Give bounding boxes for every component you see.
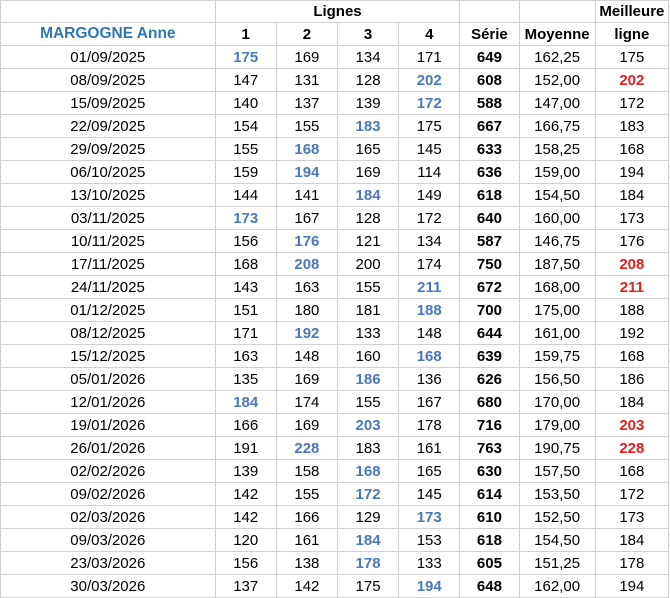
game-score-cell[interactable]: 202	[399, 69, 460, 92]
table-row	[1, 483, 669, 506]
game-score-cell[interactable]: 184	[337, 529, 398, 552]
game-score-cell[interactable]: 169	[276, 46, 337, 69]
date-cell[interactable]: 08/12/2025	[1, 322, 216, 345]
game-score-cell[interactable]: 139	[337, 92, 398, 115]
game-score-cell[interactable]: 168	[215, 253, 276, 276]
meilleure-header-line1[interactable]: Meilleure	[595, 1, 668, 23]
moyenne-cell[interactable]: 158,25	[519, 138, 595, 161]
game-score-cell[interactable]: 172	[399, 207, 460, 230]
table-row	[1, 552, 669, 575]
best-line-cell[interactable]: 172	[595, 483, 668, 506]
best-line-cell[interactable]: 202	[595, 69, 668, 92]
date-cell[interactable]: 19/01/2026	[1, 414, 216, 437]
game-score-cell[interactable]: 129	[337, 506, 398, 529]
game-score-cell[interactable]: 139	[215, 460, 276, 483]
game-score-cell[interactable]: 155	[276, 115, 337, 138]
table-row	[1, 92, 669, 115]
best-line-cell[interactable]: 178	[595, 552, 668, 575]
moyenne-cell[interactable]: 162,25	[519, 46, 595, 69]
serie-cell[interactable]: 716	[460, 414, 519, 437]
moyenne-cell[interactable]: 166,75	[519, 115, 595, 138]
game-score-cell[interactable]: 176	[276, 230, 337, 253]
game-score-cell[interactable]: 167	[276, 207, 337, 230]
table-row	[1, 437, 669, 460]
moyenne-cell[interactable]: 161,00	[519, 322, 595, 345]
game-score-cell[interactable]: 174	[399, 253, 460, 276]
serie-cell[interactable]: 644	[460, 322, 519, 345]
game-score-cell[interactable]: 191	[215, 437, 276, 460]
moyenne-cell[interactable]: 175,00	[519, 299, 595, 322]
game-score-cell[interactable]: 148	[399, 322, 460, 345]
table-row	[1, 138, 669, 161]
game-score-cell[interactable]: 133	[337, 322, 398, 345]
date-cell[interactable]: 15/12/2025	[1, 345, 216, 368]
date-cell[interactable]: 26/01/2026	[1, 437, 216, 460]
game-score-cell[interactable]: 145	[399, 483, 460, 506]
game-score-cell[interactable]: 136	[399, 368, 460, 391]
game-score-cell[interactable]: 140	[215, 92, 276, 115]
date-cell[interactable]: 10/11/2025	[1, 230, 216, 253]
moyenne-cell[interactable]: 152,50	[519, 506, 595, 529]
table-row	[1, 460, 669, 483]
best-line-cell[interactable]: 184	[595, 391, 668, 414]
serie-cell[interactable]: 636	[460, 161, 519, 184]
date-cell[interactable]: 03/11/2025	[1, 207, 216, 230]
game-score-cell[interactable]: 155	[276, 483, 337, 506]
table-row	[1, 322, 669, 345]
moyenne-cell[interactable]: 154,50	[519, 529, 595, 552]
game-score-cell[interactable]: 166	[215, 414, 276, 437]
date-cell[interactable]: 17/11/2025	[1, 253, 216, 276]
serie-header[interactable]: Série	[460, 23, 519, 46]
table-row	[1, 184, 669, 207]
serie-cell[interactable]: 680	[460, 391, 519, 414]
best-line-cell[interactable]: 194	[595, 161, 668, 184]
date-cell[interactable]: 01/09/2025	[1, 46, 216, 69]
best-line-cell[interactable]: 183	[595, 115, 668, 138]
game-score-cell[interactable]: 208	[276, 253, 337, 276]
serie-cell[interactable]: 667	[460, 115, 519, 138]
serie-cell[interactable]: 672	[460, 276, 519, 299]
game-score-cell[interactable]: 172	[399, 92, 460, 115]
game-score-cell[interactable]: 128	[337, 207, 398, 230]
best-line-cell[interactable]: 168	[595, 460, 668, 483]
table-row	[1, 230, 669, 253]
game-score-cell[interactable]: 144	[215, 184, 276, 207]
serie-cell[interactable]: 639	[460, 345, 519, 368]
game-score-cell[interactable]: 160	[337, 345, 398, 368]
game-score-cell[interactable]: 228	[276, 437, 337, 460]
table-row	[1, 115, 669, 138]
header-empty-cell[interactable]	[1, 1, 216, 23]
game-score-cell[interactable]: 181	[337, 299, 398, 322]
date-cell[interactable]: 09/02/2026	[1, 483, 216, 506]
game-score-cell[interactable]: 186	[337, 368, 398, 391]
moyenne-cell[interactable]: 170,00	[519, 391, 595, 414]
table-row	[1, 368, 669, 391]
serie-cell[interactable]: 700	[460, 299, 519, 322]
game-score-cell[interactable]: 137	[276, 92, 337, 115]
moyenne-cell[interactable]: 147,00	[519, 92, 595, 115]
table-row	[1, 506, 669, 529]
serie-cell[interactable]: 633	[460, 138, 519, 161]
game-score-cell[interactable]: 184	[215, 391, 276, 414]
game-score-cell[interactable]: 171	[215, 322, 276, 345]
best-line-cell[interactable]: 194	[595, 575, 668, 598]
game-score-cell[interactable]: 131	[276, 69, 337, 92]
best-line-cell[interactable]: 184	[595, 184, 668, 207]
game-score-cell[interactable]: 114	[399, 161, 460, 184]
game-score-cell[interactable]: 174	[276, 391, 337, 414]
game-score-cell[interactable]: 163	[215, 345, 276, 368]
best-line-cell[interactable]: 208	[595, 253, 668, 276]
best-line-cell[interactable]: 188	[595, 299, 668, 322]
game-score-cell[interactable]: 168	[399, 345, 460, 368]
moyenne-cell[interactable]: 179,00	[519, 414, 595, 437]
table-row	[1, 276, 669, 299]
game-score-cell[interactable]: 203	[337, 414, 398, 437]
best-line-cell[interactable]: 228	[595, 437, 668, 460]
moyenne-cell[interactable]: 151,25	[519, 552, 595, 575]
game-score-cell[interactable]: 153	[399, 529, 460, 552]
game-score-cell[interactable]: 183	[337, 437, 398, 460]
game-score-cell[interactable]: 154	[215, 115, 276, 138]
best-line-cell[interactable]: 211	[595, 276, 668, 299]
player-name[interactable]: MARGOGNE Anne	[1, 23, 216, 46]
moyenne-header[interactable]: Moyenne	[519, 23, 595, 46]
game-col-header[interactable]: 1	[215, 23, 276, 46]
moyenne-cell[interactable]: 153,50	[519, 483, 595, 506]
date-cell[interactable]: 08/09/2025	[1, 69, 216, 92]
game-score-cell[interactable]: 178	[399, 414, 460, 437]
header-empty-cell[interactable]	[460, 1, 519, 23]
date-cell[interactable]: 06/10/2025	[1, 161, 216, 184]
header-row-2	[1, 23, 669, 46]
serie-cell[interactable]: 626	[460, 368, 519, 391]
game-score-cell[interactable]: 137	[215, 575, 276, 598]
game-score-cell[interactable]: 161	[276, 529, 337, 552]
game-score-cell[interactable]: 171	[399, 46, 460, 69]
game-score-cell[interactable]: 135	[215, 368, 276, 391]
game-score-cell[interactable]: 194	[276, 161, 337, 184]
best-line-cell[interactable]: 172	[595, 92, 668, 115]
date-cell[interactable]: 02/02/2026	[1, 460, 216, 483]
game-score-cell[interactable]: 151	[215, 299, 276, 322]
date-cell[interactable]: 23/03/2026	[1, 552, 216, 575]
game-score-cell[interactable]: 143	[215, 276, 276, 299]
table-row	[1, 207, 669, 230]
table-row	[1, 391, 669, 414]
table-row	[1, 299, 669, 322]
serie-cell[interactable]: 649	[460, 46, 519, 69]
game-score-cell[interactable]: 172	[337, 483, 398, 506]
date-cell[interactable]: 24/11/2025	[1, 276, 216, 299]
game-score-cell[interactable]: 138	[276, 552, 337, 575]
game-score-cell[interactable]: 149	[399, 184, 460, 207]
game-score-cell[interactable]: 166	[276, 506, 337, 529]
game-col-header[interactable]: 4	[399, 23, 460, 46]
date-cell[interactable]: 13/10/2025	[1, 184, 216, 207]
moyenne-cell[interactable]: 162,00	[519, 575, 595, 598]
game-score-cell[interactable]: 183	[337, 115, 398, 138]
game-score-cell[interactable]: 211	[399, 276, 460, 299]
game-score-cell[interactable]: 128	[337, 69, 398, 92]
header-empty-cell[interactable]	[519, 1, 595, 23]
meilleure-header-line2[interactable]: ligne	[595, 23, 668, 46]
best-line-cell[interactable]: 173	[595, 207, 668, 230]
game-score-cell[interactable]: 168	[337, 460, 398, 483]
serie-cell[interactable]: 587	[460, 230, 519, 253]
game-score-cell[interactable]: 188	[399, 299, 460, 322]
game-score-cell[interactable]: 163	[276, 276, 337, 299]
moyenne-cell[interactable]: 156,50	[519, 368, 595, 391]
date-cell[interactable]: 15/09/2025	[1, 92, 216, 115]
game-score-cell[interactable]: 180	[276, 299, 337, 322]
game-score-cell[interactable]: 147	[215, 69, 276, 92]
game-score-cell[interactable]: 142	[215, 506, 276, 529]
header-row-1	[1, 1, 669, 23]
game-score-cell[interactable]: 148	[276, 345, 337, 368]
game-col-header[interactable]: 3	[337, 23, 398, 46]
moyenne-cell[interactable]: 157,50	[519, 460, 595, 483]
game-score-cell[interactable]: 158	[276, 460, 337, 483]
serie-cell[interactable]: 618	[460, 184, 519, 207]
date-cell[interactable]: 30/03/2026	[1, 575, 216, 598]
moyenne-cell[interactable]: 159,75	[519, 345, 595, 368]
game-score-cell[interactable]: 155	[337, 391, 398, 414]
serie-cell[interactable]: 648	[460, 575, 519, 598]
best-line-cell[interactable]: 203	[595, 414, 668, 437]
game-score-cell[interactable]: 165	[399, 460, 460, 483]
serie-cell[interactable]: 750	[460, 253, 519, 276]
game-score-cell[interactable]: 173	[215, 207, 276, 230]
date-cell[interactable]: 01/12/2025	[1, 299, 216, 322]
game-score-cell[interactable]: 156	[215, 552, 276, 575]
serie-cell[interactable]: 588	[460, 92, 519, 115]
serie-cell[interactable]: 605	[460, 552, 519, 575]
game-score-cell[interactable]: 167	[399, 391, 460, 414]
game-score-cell[interactable]: 200	[337, 253, 398, 276]
best-line-cell[interactable]: 173	[595, 506, 668, 529]
best-line-cell[interactable]: 192	[595, 322, 668, 345]
best-line-cell[interactable]: 168	[595, 138, 668, 161]
game-score-cell[interactable]: 169	[276, 414, 337, 437]
game-score-cell[interactable]: 184	[337, 184, 398, 207]
moyenne-cell[interactable]: 159,00	[519, 161, 595, 184]
serie-cell[interactable]: 618	[460, 529, 519, 552]
game-score-cell[interactable]: 156	[215, 230, 276, 253]
game-col-header[interactable]: 2	[276, 23, 337, 46]
date-cell[interactable]: 22/09/2025	[1, 115, 216, 138]
game-score-cell[interactable]: 145	[399, 138, 460, 161]
serie-cell[interactable]: 614	[460, 483, 519, 506]
moyenne-cell[interactable]: 187,50	[519, 253, 595, 276]
game-score-cell[interactable]: 175	[337, 575, 398, 598]
moyenne-cell[interactable]: 168,00	[519, 276, 595, 299]
game-score-cell[interactable]: 169	[276, 368, 337, 391]
serie-cell[interactable]: 610	[460, 506, 519, 529]
game-score-cell[interactable]: 142	[215, 483, 276, 506]
game-score-cell[interactable]: 120	[215, 529, 276, 552]
date-cell[interactable]: 02/03/2026	[1, 506, 216, 529]
table-row	[1, 345, 669, 368]
game-score-cell[interactable]: 194	[399, 575, 460, 598]
game-score-cell[interactable]: 133	[399, 552, 460, 575]
game-score-cell[interactable]: 159	[215, 161, 276, 184]
date-cell[interactable]: 09/03/2026	[1, 529, 216, 552]
serie-cell[interactable]: 763	[460, 437, 519, 460]
game-score-cell[interactable]: 121	[337, 230, 398, 253]
date-cell[interactable]: 12/01/2026	[1, 391, 216, 414]
moyenne-cell[interactable]: 154,50	[519, 184, 595, 207]
game-score-cell[interactable]: 173	[399, 506, 460, 529]
game-score-cell[interactable]: 155	[215, 138, 276, 161]
table-row	[1, 161, 669, 184]
game-score-cell[interactable]: 165	[337, 138, 398, 161]
serie-cell[interactable]: 608	[460, 69, 519, 92]
best-line-cell[interactable]: 186	[595, 368, 668, 391]
game-score-cell[interactable]: 141	[276, 184, 337, 207]
moyenne-cell[interactable]: 146,75	[519, 230, 595, 253]
moyenne-cell[interactable]: 152,00	[519, 69, 595, 92]
game-score-cell[interactable]: 134	[399, 230, 460, 253]
table-row	[1, 69, 669, 92]
game-score-cell[interactable]: 142	[276, 575, 337, 598]
table-row	[1, 414, 669, 437]
best-line-cell[interactable]: 168	[595, 345, 668, 368]
game-score-cell[interactable]: 192	[276, 322, 337, 345]
game-score-cell[interactable]: 175	[215, 46, 276, 69]
moyenne-cell[interactable]: 160,00	[519, 207, 595, 230]
best-line-cell[interactable]: 176	[595, 230, 668, 253]
game-score-cell[interactable]: 155	[337, 276, 398, 299]
game-score-cell[interactable]: 168	[276, 138, 337, 161]
game-score-cell[interactable]: 169	[337, 161, 398, 184]
serie-cell[interactable]: 630	[460, 460, 519, 483]
game-score-cell[interactable]: 175	[399, 115, 460, 138]
date-cell[interactable]: 29/09/2025	[1, 138, 216, 161]
game-score-cell[interactable]: 178	[337, 552, 398, 575]
best-line-cell[interactable]: 184	[595, 529, 668, 552]
table-row	[1, 253, 669, 276]
lignes-header[interactable]: Lignes	[215, 1, 460, 23]
best-line-cell[interactable]: 175	[595, 46, 668, 69]
moyenne-cell[interactable]: 190,75	[519, 437, 595, 460]
date-cell[interactable]: 05/01/2026	[1, 368, 216, 391]
serie-cell[interactable]: 640	[460, 207, 519, 230]
game-score-cell[interactable]: 134	[337, 46, 398, 69]
game-score-cell[interactable]: 161	[399, 437, 460, 460]
table-row	[1, 575, 669, 598]
table-row	[1, 529, 669, 552]
table-row	[1, 46, 669, 69]
